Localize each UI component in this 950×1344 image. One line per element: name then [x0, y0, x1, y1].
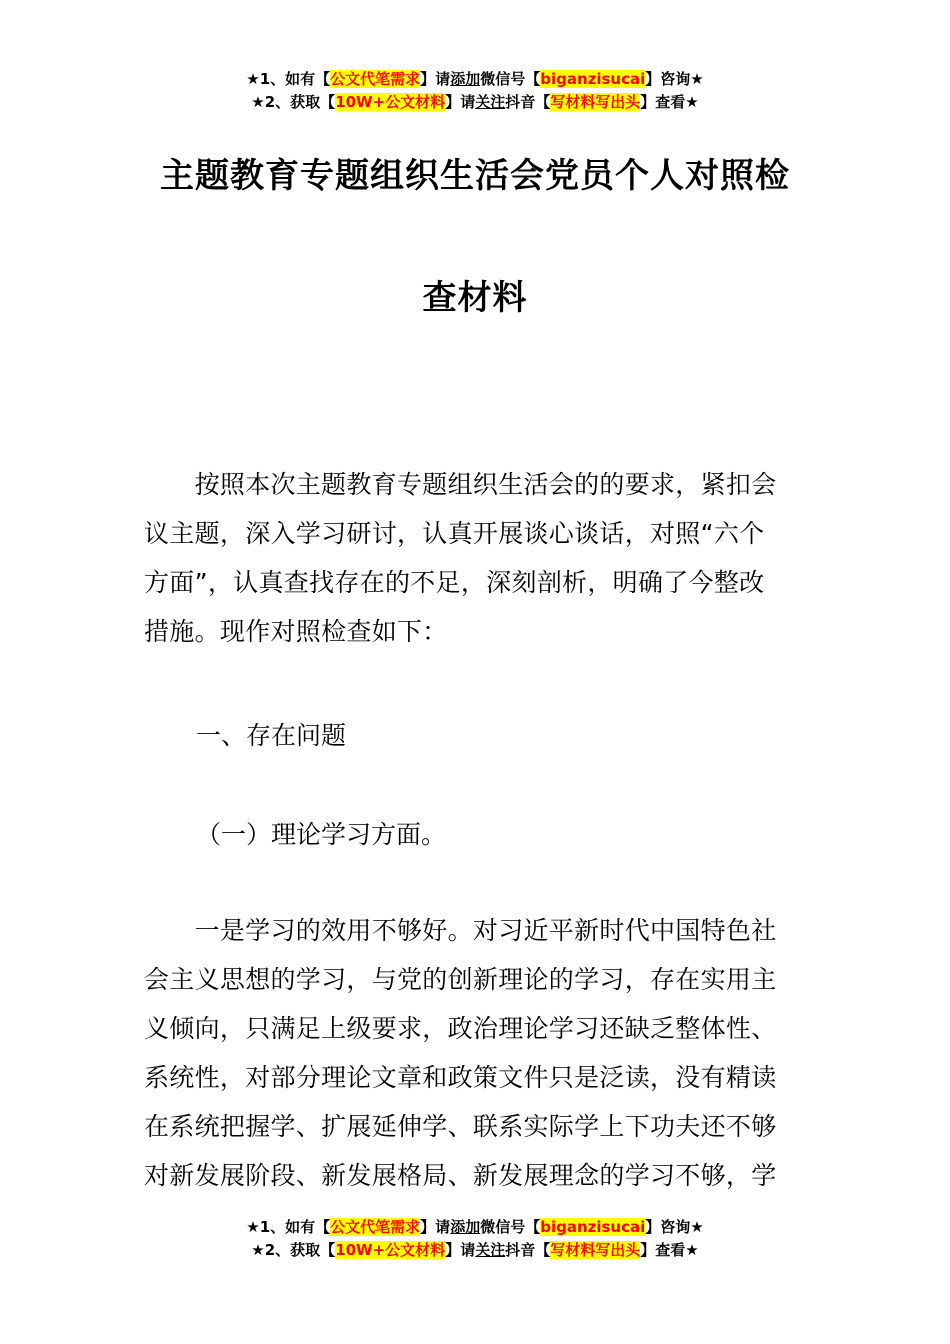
- paragraph-line: 一是学习的效用不够好。对习近平新时代中国特色社: [144, 916, 777, 945]
- paragraph-line: 义倾向，只满足上级要求，政治理论学习还缺乏整体性、: [144, 1014, 777, 1043]
- banner-line-1: ★1、如有【公文代笔需求】请添加微信号【biganzisucai】咨询★: [246, 1218, 704, 1236]
- banner-line-2: ★2、获取【10W+公文材料】请关注抖音【写材料写出头】查看★: [251, 1241, 699, 1259]
- paragraph-line: 按照本次主题教育专题组织生活会的的要求，紧扣会: [144, 470, 777, 499]
- header-banner: [0, 68, 950, 114]
- highlight-text: 10W+公文材料: [335, 93, 446, 111]
- paragraph-line: 议主题，深入学习研讨，认真开展谈心谈话，对照“六个: [144, 519, 765, 548]
- body-paragraph: [144, 906, 808, 1200]
- highlight-text: 公文代笔需求: [330, 70, 421, 88]
- banner-line-2: ★2、获取【10W+公文材料】请关注抖音【写材料写出头】查看★: [251, 93, 699, 111]
- paragraph-line: 在系统把握学、扩展延伸学、联系实际学上下功夫还不够: [144, 1112, 777, 1141]
- intro-paragraph: [144, 460, 808, 656]
- highlight-text: 公文代笔需求: [330, 1218, 421, 1236]
- paragraph-line: 会主义思想的学习，与党的创新理论的学习，存在实用主: [144, 965, 777, 994]
- highlight-text: 10W+公文材料: [335, 1241, 446, 1259]
- document-title-line-2: 查材料: [422, 278, 528, 318]
- section-heading: 一、存在问题: [196, 721, 347, 750]
- douyin-account: 写材料写出头: [550, 93, 641, 111]
- wechat-id: biganzisucai: [540, 70, 646, 88]
- douyin-account: 写材料写出头: [550, 1241, 641, 1259]
- paragraph-line: 措施。现作对照检查如下：: [144, 617, 448, 646]
- paragraph-line: 对新发展阶段、新发展格局、新发展理念的学习不够，学: [144, 1161, 777, 1190]
- paragraph-line: 方面”，认真查找存在的不足，深刻剖析，明确了今整改: [144, 568, 765, 597]
- wechat-id: biganzisucai: [540, 1218, 646, 1236]
- footer-banner: [0, 1216, 950, 1262]
- paragraph-line: 系统性，对部分理论文章和政策文件只是泛读，没有精读: [144, 1063, 777, 1092]
- banner-line-1: ★1、如有【公文代笔需求】请添加微信号【biganzisucai】咨询★: [246, 70, 704, 88]
- subsection-heading: （一）理论学习方面。: [196, 820, 447, 849]
- document-title-line-1: 主题教育专题组织生活会党员个人对照检: [160, 156, 790, 196]
